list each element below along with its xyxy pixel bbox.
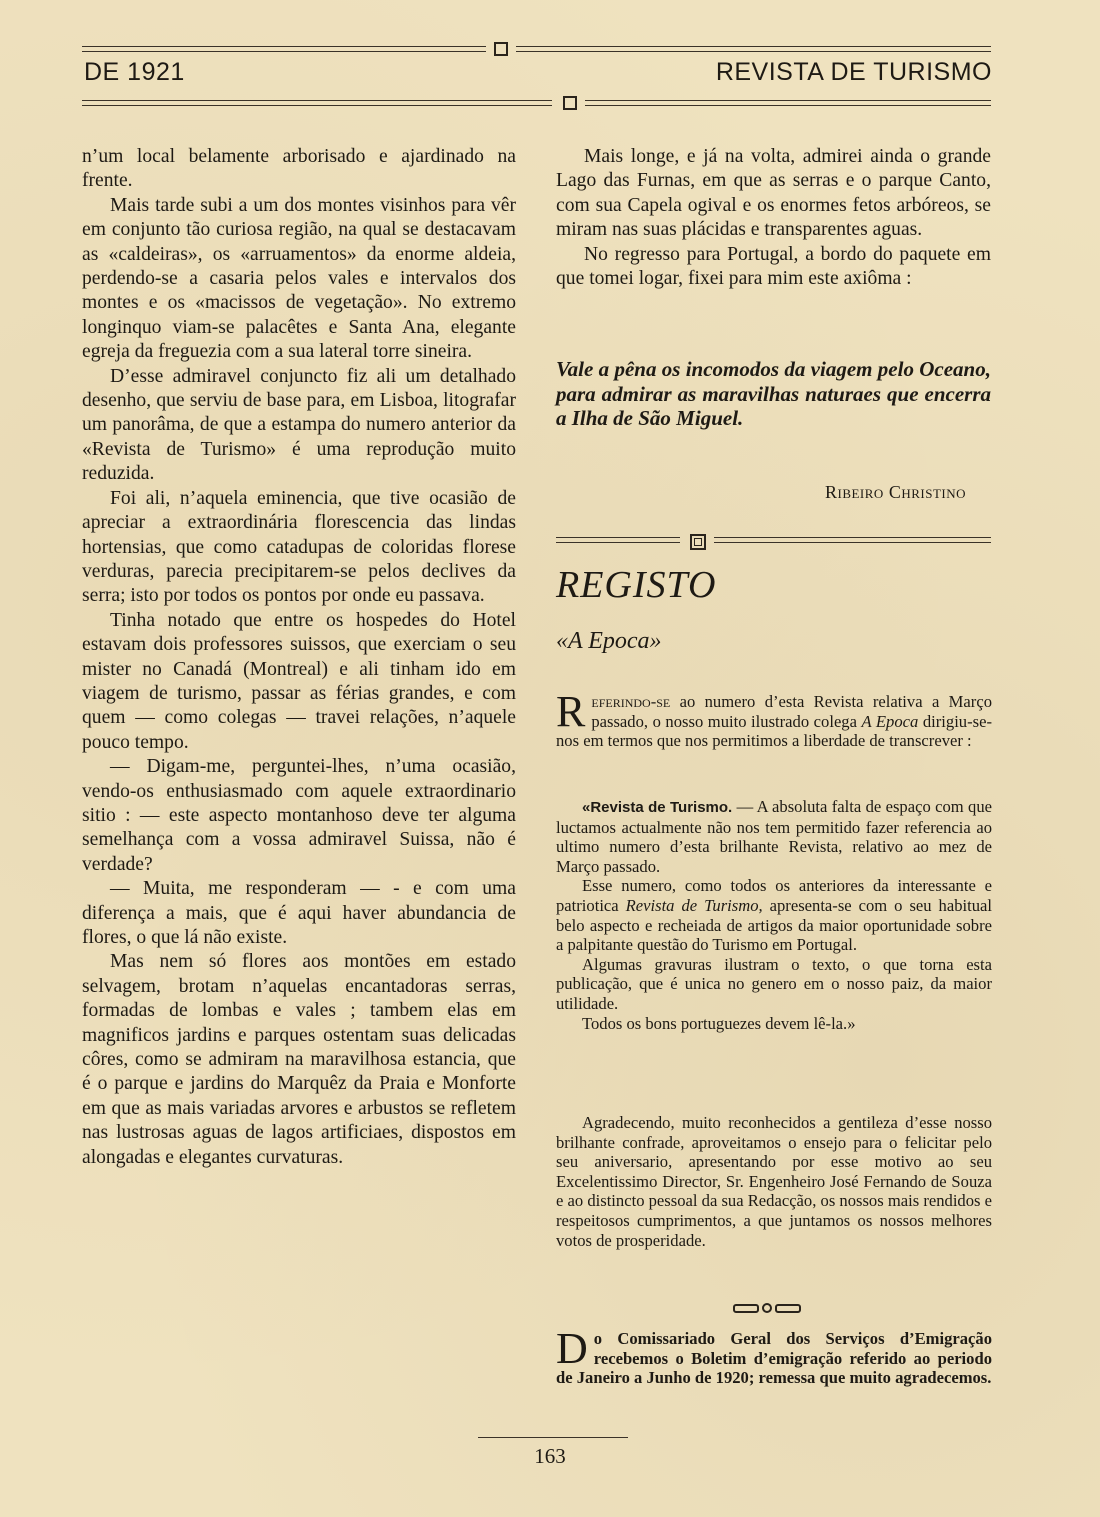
quote-lead: «Revista de Turismo.	[582, 799, 733, 816]
right-paragraph: Mais longe, e já na volta, admirei ainda o grande Lago das Furnas, em que as serras e o parque Canto, com sua Capela ogival e os enormes fetos arbóreos, se miram nas suas plácidas e transparentes aguas.	[556, 146, 991, 241]
header-right: REVISTA DE TURISMO	[715, 58, 992, 86]
registo-quoted-text	[556, 797, 992, 1033]
top-rule-left-1	[82, 46, 486, 47]
left-paragraph: Mais tarde subi a um dos montes visinhos para vêr em conjunto tão curiosa região, na qual se destacavam as «caldeiras», os «arruamentos» da enorme aldeia, perdendo-se a casaria pelos vales e intervalos dos montes e os «macissos de vegetação». No extremo longinquo viam-se palacêtes e Santa Ana, elegante egreja da freguezia com a sua lateral torre sineira.	[82, 194, 516, 363]
author-signature: Ribeiro Christino	[824, 482, 966, 502]
left-paragraph: D’esse admiravel conjuncto fiz ali um detalhado desenho, que serviu de base para, em Lisboa, litografar um panorâma, de que a estampa do numero anterior da «Revista de Turismo» é uma reprodução muito reduzida.	[82, 365, 516, 485]
left-paragraph: Tinha notado que entre os hospedes do Hotel estavam dois professores suissos, que exerciam o seu mister no Canadá (Montreal) e ali tinham ido em viagem de turismo, passar as férias grandes, e com quem — como colegas — travei relações, n’aquele pouco tempo.	[82, 609, 516, 753]
right-column-top	[556, 145, 991, 291]
intro-text: ao numero d’esta Revista relativa a Março passado, o nosso muito ilustrado colega	[591, 692, 992, 731]
registo-intro	[556, 687, 992, 751]
header-rule-right-1	[585, 100, 991, 101]
section-rule-right-1	[714, 537, 991, 538]
top-rule-left-2	[82, 51, 486, 52]
header-left: DE 1921	[84, 58, 185, 86]
thanks-text: Agradecendo, muito reconhecidos a gentileza d’esse nosso brilhante confrade, aproveitamos o ensejo para o felicitar pelo seu aniversario, apresentando por esse motivo ao seu Excelentissimo Director, Sr. Engenheiro José Fernando de Souza e ao distincto pessoal da sua Redacção, os nossos mais rendidos e respeitosos cumprimentos, a que juntamos os nossos melhores votos de prosperidade.	[556, 1113, 992, 1250]
header-rule-left-2	[82, 105, 552, 106]
left-column	[82, 145, 516, 1170]
quote-p2b: apresenta-se com o seu habitual belo aspecto e recheiada de artigos da maior oportunidade sobre a palpitante questão do Turismo em Portugal.	[556, 895, 992, 955]
footer-rule	[478, 1437, 628, 1438]
section-rule-left-1	[556, 537, 680, 538]
left-paragraph: — Digam-me, perguntei-lhes, n’uma ocasião, vendo-os enthusiasmado com aquele extraordinario sitio : — este aspecto montanhoso deve ter alguma semelhança com a vossa admiravel Suissa, não é verdade?	[82, 756, 516, 875]
section-subtitle: «A Epoca»	[556, 628, 662, 654]
intro-end: dirigiu-se-nos em termos que nos permitimos a liberdade de transcrever :	[556, 711, 992, 751]
left-paragraph: — Muita, me responderam — - e com uma diferença a mais, que é aqui haver abundancia de flores, o que lá não existe.	[82, 878, 516, 948]
quote-p2-pub: Revista de Turismo,	[625, 895, 763, 915]
quote-p1: — A absoluta falta de espaço com que luctamos actualmente não nos tem permitido fazer referencia ao ultimo numero d’esta brilhante Revista, relativo ao mez de Março passado.	[556, 797, 993, 876]
page-number: 163	[534, 1444, 566, 1468]
header-rule-left-1	[82, 100, 552, 101]
top-rule-square	[494, 42, 508, 56]
quote-p4: Todos os bons portuguezes devem lê-la.»	[582, 1013, 856, 1033]
section-rule-left-2	[556, 542, 680, 543]
section-title: REGISTO	[556, 564, 717, 606]
boletim-text: o Comissariado Geral dos Serviços d’Emigração recebemos o Boletim d’emigração referido ao periodo de Janeiro a Junho de 1920; remessa que muito agradecemos.	[556, 1329, 992, 1388]
section-rule-right-2	[714, 542, 991, 543]
registo-thanks	[556, 1113, 992, 1250]
left-paragraph: n’um local belamente arborisado e ajardinado na frente.	[82, 146, 516, 192]
quote-p3: Algumas gravuras ilustram o texto, o que torna esta publicação, que é unica no genero em o nosso paiz, da maior utilidade.	[556, 954, 992, 1013]
dropcap-d: D	[556, 1324, 588, 1373]
divider-ornament-icon	[733, 1303, 801, 1313]
header-rule-right-2	[585, 105, 991, 106]
top-rule-right-2	[516, 51, 991, 52]
left-paragraph: Foi ali, n’aquela eminencia, que tive ocasião de apreciar a extraordinária florescencia das lindas hortensias, que como catadupas de coloridas florese verduras, parecia precipitarem-se pelos declives da serra; isto por todos os pontos por onde eu passava.	[82, 487, 516, 607]
right-paragraph: No regresso para Portugal, a bordo do paquete em que tomei logar, fixei para mim este axiôma :	[556, 243, 991, 290]
header-rule-square	[563, 96, 577, 110]
top-rule-right-1	[516, 46, 991, 47]
intro-lead: eferindo-se	[591, 692, 671, 711]
left-paragraph: Mas nem só flores aos montões em estado selvagem, brotam n’aquelas encantadoras serras, formadas de lombas e vales ; tambem elas em magnificos jardins e parques ostentam suas delicadas côres, como se admiram na maravilhosa estancia, que é o parque e jardins do Marquêz da Praia e Monforte em que as mais variadas arvores e arbustos se refletem nas lustrosas aguas de lagos artificiaes, dispostos em alongadas e elegantes curvaturas.	[82, 951, 516, 1168]
section-ornament-icon	[690, 534, 706, 550]
quote-p2a: Esse numero, como todos os anteriores da interessante e patriotica	[556, 876, 992, 915]
boletim-notice	[556, 1324, 992, 1388]
publication-name: A Epoca	[861, 711, 919, 731]
axiom-quote: Vale a pêna os incomodos da viagem pelo Oceano, para admirar as maravilhas naturaes que encerra a Ilha de São Miguel.	[556, 357, 991, 430]
dropcap-r: R	[556, 687, 586, 736]
